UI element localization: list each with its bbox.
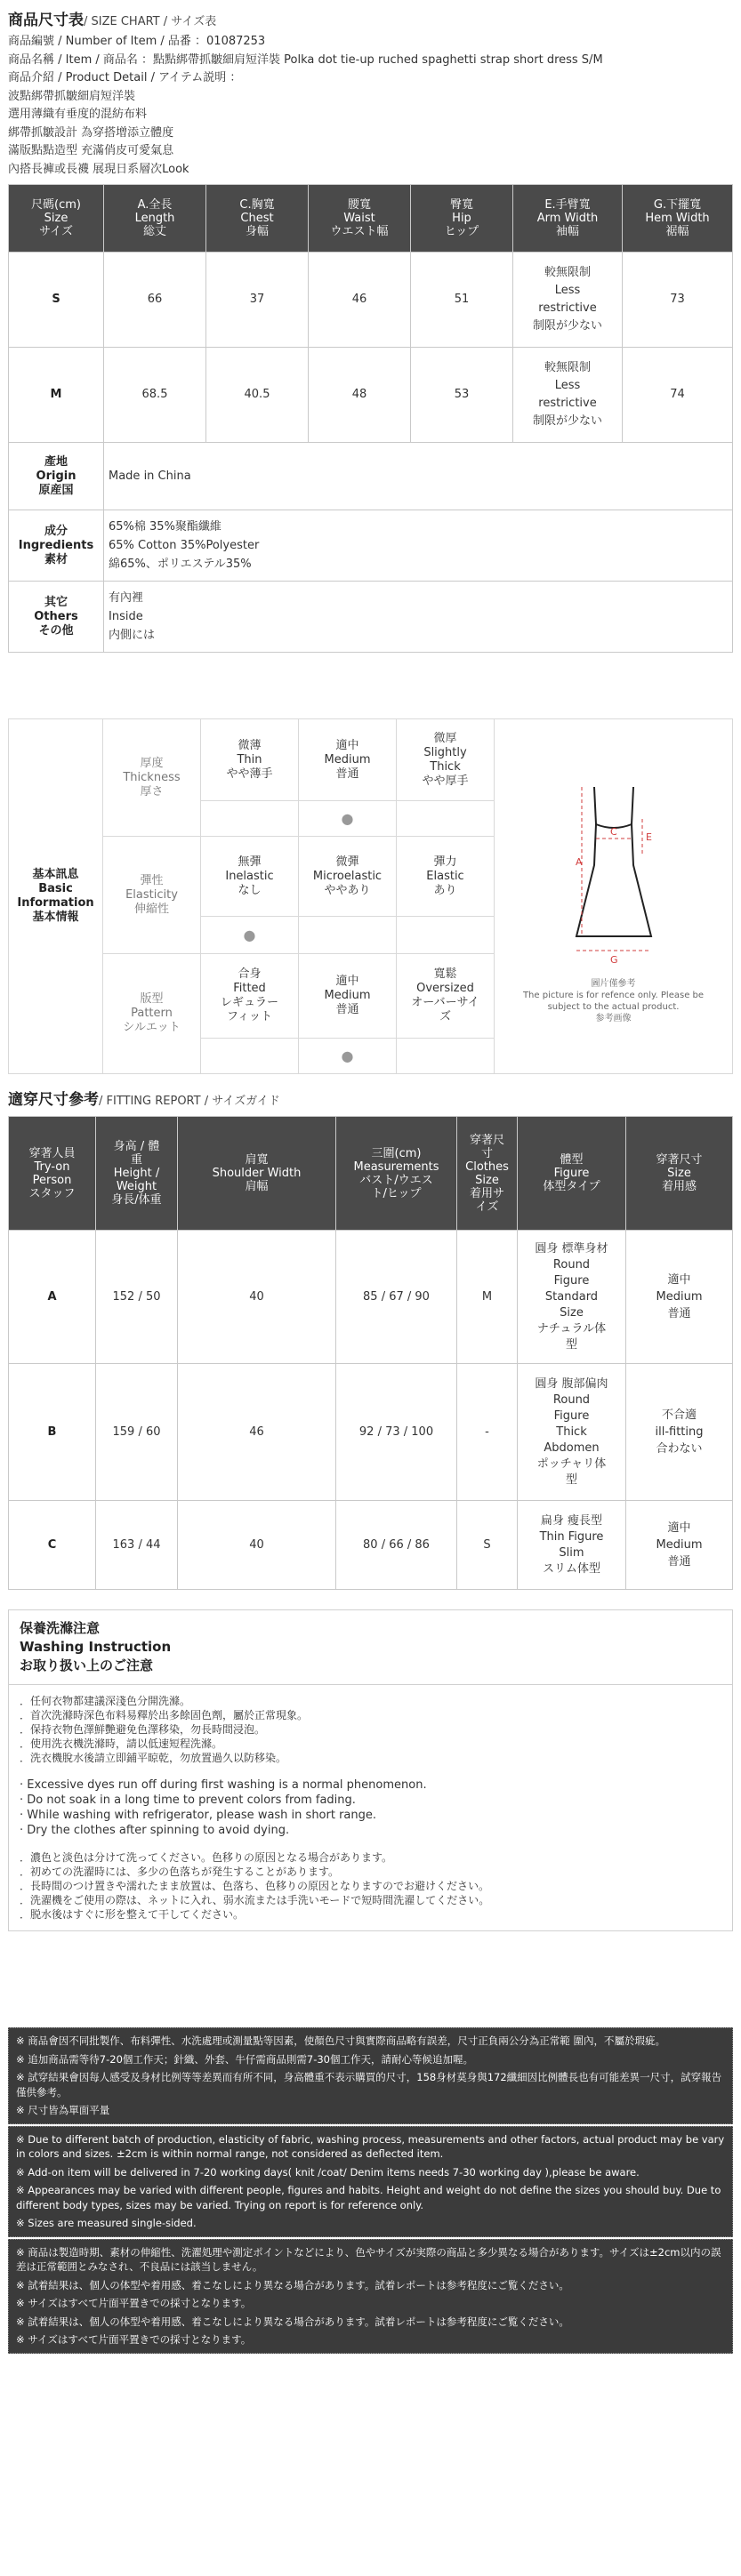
header-measurements: 三圍(cm) Measurements バスト/ウエス ト/ヒップ	[336, 1117, 457, 1231]
fit-cell: 適中 Medium 普通	[626, 1501, 733, 1590]
size-chart-heading	[8, 7, 733, 29]
height-weight-cell: 163 / 44	[96, 1501, 178, 1590]
fitting-subtitle: / FITTING REPORT / サイズガイド	[99, 1095, 280, 1108]
origin-row	[9, 443, 733, 510]
basic-info-table	[8, 718, 733, 1074]
diagram-letter-g: G	[609, 953, 618, 966]
product-detail-line: 滿版點點造型 充滿俏皮可愛氣息	[8, 144, 174, 157]
fitting-report-section	[8, 1087, 733, 1590]
product-detail-line: 綁帶抓皺設計 為穿搭增添立體度	[8, 125, 174, 140]
size-chart-subtitle: / SIZE CHART / サイズ表	[84, 15, 217, 28]
hip-cell: 51	[411, 253, 513, 348]
header-hem-width: G.下擺寬 Hem Width 裾幅	[623, 185, 733, 253]
origin-label: 產地 Origin 原産国	[9, 443, 104, 510]
header-clothes-size: 穿著尺 寸 Clothes Size 着用サ イズ	[457, 1117, 518, 1231]
others-label: 其它 Others その他	[9, 582, 104, 653]
height-weight-cell: 152 / 50	[96, 1231, 178, 1364]
size-chart-section	[8, 7, 733, 653]
thickness-label: 厚度 Thickness 厚さ	[103, 719, 201, 837]
ingredients-value: 65%棉 35%聚酯纖維 65% Cotton 35%Polyester 綿65%、ポリエステル35%	[104, 510, 733, 582]
thickness-option-thick: 微厚 Slightly Thick やや厚手	[397, 719, 495, 801]
notes-en: ※ Due to different batch of production, elasticity of fabric, washing process, measurements and other factors, actual product may be vary in colors and sizes. ±2cm is within normal range, not considered as deflected item. ※ Add-on item will be delivered in 7-20 working days( knit /coat/ Denim items needs 7-30 working day ),please be aware. ※ Appearances may be varied with different people, figures and habits. Height and weight do not define the sizes you should buy. Due to different body types, sizes may be varied. Trying on report is for reference only. ※ Sizes are measured single-sided.	[8, 2126, 733, 2237]
fitting-heading	[8, 1087, 733, 1109]
header-person: 穿著人員 Try-on Person スタッフ	[9, 1117, 96, 1231]
washing-ja: ．濃色と淡色は分けて洗ってください。色移りの原因となる場合があります。 ．初めての洗濯時には、多少の色落ちが発生することがあります。 ．長時間のつけ置きや濡れたまま放置は、色落ち、色移りの原因となりますのでお避けください。 ．洗濯機をご使用の際は、ネットに入れ、弱水流または手洗いモードで短時間洗濯してください。 ．脱水後はすぐに形を整えて干してください。	[20, 1851, 490, 1921]
header-arm-width: E.手臂寬 Arm Width 袖幅	[513, 185, 623, 253]
fitting-title: 適穿尺寸參考	[8, 1091, 99, 1109]
figure-cell: 圓身 標準身材 Round Figure Standard Size ナチュラル体 型	[518, 1231, 626, 1364]
size-table-header	[9, 185, 733, 253]
header-figure: 體型 Figure 体型タイプ	[518, 1117, 626, 1231]
fit-cell: 適中 Medium 普通	[626, 1231, 733, 1364]
shoulder-cell: 40	[178, 1231, 336, 1364]
hip-cell: 53	[411, 348, 513, 443]
diagram-letter-a: A	[575, 855, 583, 868]
fitting-table	[8, 1116, 733, 1590]
pattern-selected-dot: ●	[299, 1039, 397, 1074]
notes-ja: ※ 商品は製造時期、素材の伸縮性、洗濯処理や測定ポイントなどにより、色やサイズが実際の商品と多少異なる場合があります。サイズは±2cm以内の誤差は正常範囲とみなされ、不良品には該当しません。 ※ 試着結果は、個人の体型や着用感、着こなしにより異なる場合があります。試着レポートは参考程度にご覧ください。 ※ サイズはすべて片面平置きでの採寸となります。 ※ 試着結果は、個人の体型や着用感、着こなしにより異なる場合があります。試着レポートは参考程度にご覧ください。 ※ サイズはすべて片面平置きでの採寸となります。	[8, 2239, 733, 2354]
ingredients-label: 成分 Ingredients 素材	[9, 510, 104, 582]
measurements-cell: 85 / 67 / 90	[336, 1231, 457, 1364]
chest-cell: 37	[206, 253, 309, 348]
figure-cell: 圓身 腹部偏肉 Round Figure Thick Abdomen ポッチャリ体 型	[518, 1364, 626, 1501]
elasticity-label: 彈性 Elasticity 伸縮性	[103, 837, 201, 954]
figure-cell: 扁身 瘦長型 Thin Figure Slim スリム体型	[518, 1501, 626, 1590]
washing-section	[8, 1609, 733, 1931]
thickness-option-medium: 適中 Medium 普通	[299, 719, 397, 801]
product-detail-line: 內搭長褲或長襪 展現日系層次Look	[8, 162, 189, 176]
notes-zh: ※ 商品會因不同批製作、布料彈性、水洗處理或測量點等因素，使顏色尺寸與實際商品略有誤差，尺寸正負兩公分為正常範 圍內，不屬於瑕疵。 ※ 追加商品需等待7-20個工作天；針織、外套、牛仔需商品則需7-30個工作天，請耐心等候追加喔。 ※ 試穿結果會因每人感受及身材比例等等差異而有所不同，身高體重不表示購買的尺寸，158身材莫身與172纖細因比例體長也有可能差異一尺寸，試穿報告僅供參考。 ※ 尺寸皆為單面平量	[8, 2027, 733, 2124]
person-cell: B	[9, 1364, 96, 1501]
product-info	[8, 33, 733, 179]
pattern-option-oversized: 寬鬆 Oversized オーバーサイ ズ	[397, 954, 495, 1039]
header-length: A.全長 Length 総丈	[104, 185, 206, 253]
pattern-option-medium: 適中 Medium 普通	[299, 954, 397, 1039]
chest-cell: 40.5	[206, 348, 309, 443]
product-detail-line: 選用薄織有垂度的混紡布料	[8, 108, 148, 121]
thickness-selected-dot: ●	[299, 801, 397, 837]
person-cell: A	[9, 1231, 96, 1364]
hem-cell: 74	[623, 348, 733, 443]
clothes-size-cell: S	[457, 1501, 518, 1590]
shoulder-cell: 46	[178, 1364, 336, 1501]
diagram-letter-e: E	[645, 831, 652, 843]
length-cell: 66	[104, 253, 206, 348]
garment-diagram	[495, 719, 733, 1074]
arm-cell: 較無限制 Less restrictive 制限が少ない	[513, 348, 623, 443]
washing-box	[8, 1609, 733, 1931]
washing-en: · Excessive dyes run off during first washing is a normal phenomenon. · Do not soak in a long time to prevent colors from fading. · While washing with refrigerator, please wash in short range. · Dry the clothes after spinning to avoid dying.	[20, 1778, 427, 1837]
product-name: 商品名稱 / Item / 商品名 ：點點綁帶抓皺細肩短洋裝 Polka dot tie-up ruched spaghetti strap short dress S/M	[8, 52, 603, 67]
others-value: 有內裡 Inside 内側には	[104, 582, 733, 653]
header-shoulder: 肩寬 Shoulder Width 肩幅	[178, 1117, 336, 1231]
height-weight-cell: 159 / 60	[96, 1364, 178, 1501]
ingredients-row	[9, 510, 733, 582]
header-height-weight: 身高 / 體 重 Height / Weight 身長/体重	[96, 1117, 178, 1231]
basic-info-section	[8, 718, 733, 1074]
table-row	[9, 1501, 733, 1590]
dress-diagram-icon	[525, 769, 703, 974]
header-hip: 臀寬 Hip ヒップ	[411, 185, 513, 253]
waist-cell: 46	[309, 253, 411, 348]
product-number: 商品編號 / Number of Item / 品番 ：01087253	[8, 35, 266, 48]
size-cell: S	[9, 253, 104, 348]
header-waist: 腰寬 Waist ウエスト幅	[309, 185, 411, 253]
header-size: 尺碼(cm) Size サイズ	[9, 185, 104, 253]
table-row	[9, 1231, 733, 1364]
product-detail-line: 波點綁帶抓皺細肩短洋裝	[8, 89, 136, 103]
notes-section	[8, 2027, 733, 2354]
measurements-cell: 92 / 73 / 100	[336, 1364, 457, 1501]
elasticity-option-micro: 微彈 Microelastic ややあり	[299, 837, 397, 917]
washing-title: 保養洗滌注意 Washing Instruction お取り扱い上のご注意	[20, 1620, 172, 1673]
header-chest: C.胸寬 Chest 身幅	[206, 185, 309, 253]
table-row	[9, 1364, 733, 1501]
header-fit: 穿著尺寸 Size 着用感	[626, 1117, 733, 1231]
shoulder-cell: 40	[178, 1501, 336, 1590]
person-cell: C	[9, 1501, 96, 1590]
elasticity-selected-dot: ●	[201, 917, 299, 954]
length-cell: 68.5	[104, 348, 206, 443]
hem-cell: 73	[623, 253, 733, 348]
origin-value: Made in China	[104, 443, 733, 510]
clothes-size-cell: -	[457, 1364, 518, 1501]
arm-cell: 較無限制 Less restrictive 制限が少ない	[513, 253, 623, 348]
washing-zh: ．任何衣物都建議深淺色分開洗滌。 ．首次洗滌時深色布料易釋於出多餘固色劑，屬於正常現象。 ．保持衣物色澤鮮艷避免色澤移染，勿長時間浸泡。 ．使用洗衣機洗滌時，請以低速短程洗滌。 ．洗衣機脫水後請立即鋪平晾乾，勿放置過久以防移染。	[20, 1695, 309, 1764]
waist-cell: 48	[309, 348, 411, 443]
pattern-option-fitted: 合身 Fitted レギュラー フィット	[201, 954, 299, 1039]
diagram-letter-c: C	[609, 825, 617, 838]
basic-info-label: 基本訊息 Basic Information 基本情報	[9, 719, 103, 1074]
table-row	[9, 348, 733, 443]
others-row	[9, 582, 733, 653]
product-detail-label: 商品介紹 / Product Detail / アイテム説明 ：	[8, 71, 242, 84]
fitting-table-header	[9, 1117, 733, 1231]
clothes-size-cell: M	[457, 1231, 518, 1364]
table-row	[9, 253, 733, 348]
size-chart-title: 商品尺寸表	[8, 12, 84, 29]
pattern-label: 版型 Pattern シルエット	[103, 954, 201, 1074]
size-table	[8, 184, 733, 653]
size-cell: M	[9, 348, 104, 443]
diagram-caption: 圖片僅參考 The picture is for refence only. Please be subject to the actual product. 参考画像	[522, 978, 705, 1023]
elasticity-option-inelastic: 無彈 Inelastic なし	[201, 837, 299, 917]
measurements-cell: 80 / 66 / 86	[336, 1501, 457, 1590]
fit-cell: 不合適 ill-fitting 合わない	[626, 1364, 733, 1501]
elasticity-option-elastic: 彈力 Elastic あり	[397, 837, 495, 917]
thickness-option-thin: 微薄 Thin やや薄手	[201, 719, 299, 801]
